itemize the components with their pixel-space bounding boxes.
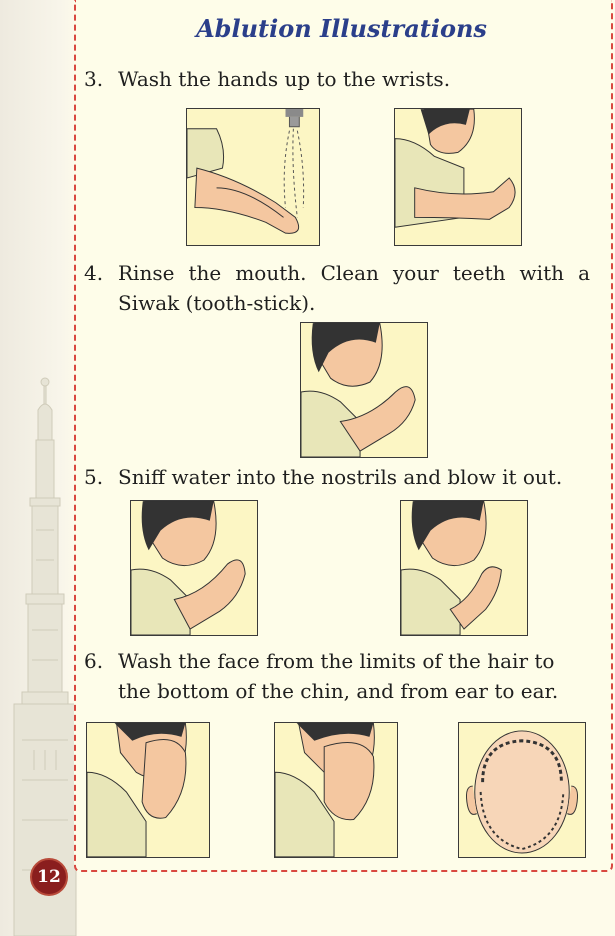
step-3: [84, 64, 590, 94]
step-4: [84, 258, 590, 318]
step-text: Wash the face from the limits of the hair to the bottom of the chin, and from ear to ear.: [118, 649, 559, 703]
illustration-washing-face-2: [274, 722, 398, 858]
step-number: 3.: [84, 67, 104, 91]
page-number-badge: 12: [30, 858, 68, 896]
illustration-rinsing-hands: [394, 108, 522, 246]
illustration-face-limits-diagram: [458, 722, 586, 858]
step-number: 6.: [84, 649, 104, 673]
step-text: Sniff water into the nostrils and blow it out.: [118, 465, 563, 489]
step-text: Wash the hands up to the wrists.: [118, 67, 451, 91]
illustration-rinsing-mouth: [300, 322, 428, 458]
illustration-blowing-nose: [400, 500, 528, 636]
step-number: 5.: [84, 465, 104, 489]
step-5: [84, 462, 590, 492]
step-text: Rinse the mouth. Clean your teeth with a Siwak (tooth-stick).: [118, 261, 590, 315]
page-title: Ablution Illustrations: [196, 14, 487, 43]
illustration-washing-hands-under-tap: [186, 108, 320, 246]
step-6: [84, 646, 590, 706]
step-number: 4.: [84, 261, 104, 285]
illustration-sniffing-water: [130, 500, 258, 636]
illustration-washing-face-1: [86, 722, 210, 858]
